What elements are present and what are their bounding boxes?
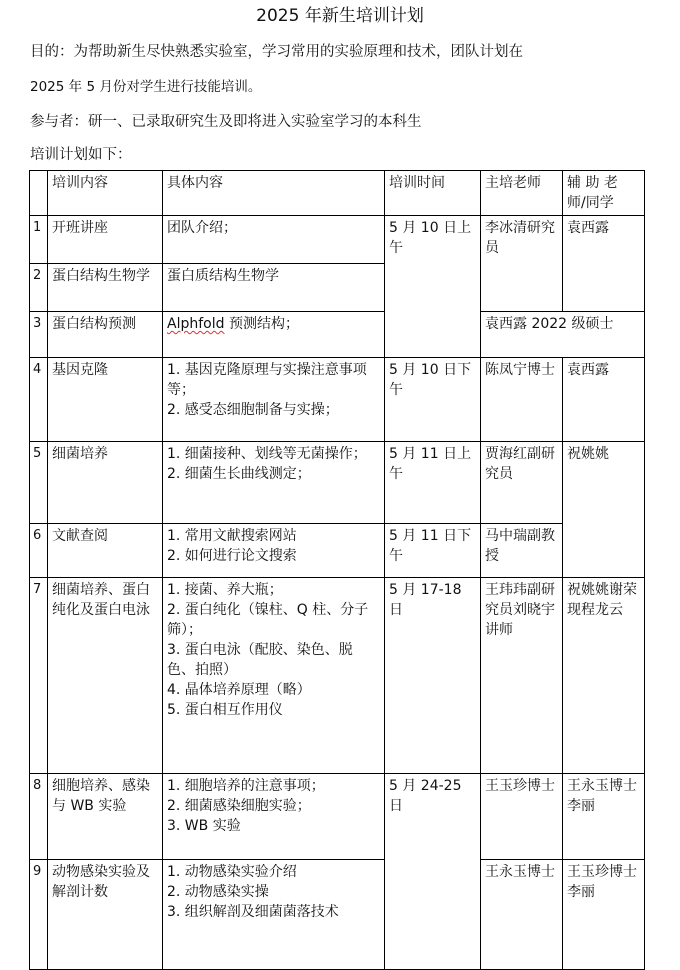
row-topic: 蛋白结构预测	[48, 312, 163, 358]
table-row	[30, 358, 645, 442]
row-assistant: 祝姚姚	[563, 442, 645, 578]
row-assistant: 袁西露	[563, 358, 645, 442]
header-assistant: 辅 助 老 师/同学	[563, 171, 645, 216]
row-time: 5 月 24-25 日	[385, 774, 481, 970]
detail-item: 2. 蛋白纯化（镍柱、Q 柱、分子筛）；	[167, 602, 369, 638]
detail-item: 团队介绍；	[167, 220, 237, 236]
training-plan-table	[29, 170, 645, 970]
detail-item: 2. 细菌生长曲线测定；	[167, 466, 311, 482]
row-topic: 文献查阅	[48, 524, 163, 578]
row-assistant: 祝姚姚谢荣现程龙云	[563, 578, 645, 774]
header-number	[30, 171, 48, 216]
row-details	[163, 860, 385, 970]
row-number: 7	[30, 578, 48, 774]
detail-item: 1. 接菌、养大瓶；	[167, 582, 283, 598]
detail-item: 1. 常用文献搜索网站	[167, 528, 297, 544]
row-details	[163, 442, 385, 524]
row-number: 9	[30, 860, 48, 970]
row-teacher-assistant: 袁西露 2022 级硕士	[481, 312, 645, 358]
row-time: 5 月 11 日上午	[385, 442, 481, 524]
detail-item: 2. 感受态细胞制备与实操；	[167, 402, 339, 418]
row-teacher: 马中瑞副教授	[481, 524, 563, 578]
row-topic: 蛋白结构生物学	[48, 264, 163, 312]
row-number: 1	[30, 216, 48, 264]
purpose-line-1: 目的：为帮助新生尽快熟悉实验室，学习常用的实验原理和技术，团队计划在	[30, 44, 523, 60]
row-time: 5 月 11 日下午	[385, 524, 481, 578]
row-time: 5 月 10 日上午	[385, 216, 481, 358]
detail-text: 预测结构；	[224, 316, 299, 332]
row-details	[163, 578, 385, 774]
detail-item: 3. 组织解剖及细菌菌落技术	[167, 904, 339, 920]
row-details	[163, 312, 385, 358]
row-teacher: 王玮玮副研究员刘晓宇讲师	[481, 578, 563, 774]
detail-item: 1. 基因克隆原理与实操注意事项等；	[167, 362, 367, 398]
detail-item: 2. 如何进行论文搜索	[167, 548, 297, 564]
misspelled-term: Alphfold	[167, 316, 225, 332]
row-topic: 开班讲座	[48, 216, 163, 264]
header-details: 具体内容	[163, 171, 385, 216]
table-row	[30, 860, 645, 970]
row-number: 2	[30, 264, 48, 312]
row-teacher: 王玉珍博士	[481, 774, 563, 860]
table-row	[30, 312, 645, 358]
detail-item: 蛋白质结构生物学	[167, 268, 279, 284]
table-row	[30, 774, 645, 860]
header-time: 培训时间	[385, 171, 481, 216]
row-topic: 动物感染实验及解剖计数	[48, 860, 163, 970]
row-details	[163, 358, 385, 442]
table-row	[30, 524, 645, 578]
detail-item: 2. 细菌感染细胞实验；	[167, 798, 311, 814]
detail-item: 3. WB 实验	[167, 818, 241, 834]
detail-item: 1. 动物感染实验介绍	[167, 864, 297, 880]
row-assistant: 王永玉博士李丽	[563, 774, 645, 860]
row-teacher: 李冰清研究员	[481, 216, 563, 312]
detail-item: 5. 蛋白相互作用仪	[167, 702, 283, 718]
detail-item: 1. 细菌接种、划线等无菌操作；	[167, 446, 367, 462]
row-teacher: 贾海红副研究员	[481, 442, 563, 524]
header-teacher: 主培老师	[481, 171, 563, 216]
purpose-line-2: 2025 年 5 月份对学生进行技能培训。	[30, 79, 262, 95]
row-number: 4	[30, 358, 48, 442]
row-topic: 细胞培养、感染与 WB 实验	[48, 774, 163, 860]
detail-item: 4. 晶体培养原理（略）	[167, 682, 311, 698]
detail-item: 3. 蛋白电泳（配胶、染色、脱色、拍照）	[167, 642, 353, 678]
row-topic: 细菌培养	[48, 442, 163, 524]
row-assistant: 袁西露	[563, 216, 645, 312]
row-details	[163, 774, 385, 860]
row-topic: 基因克隆	[48, 358, 163, 442]
detail-item: 1. 细胞培养的注意事项；	[167, 778, 325, 794]
row-topic: 细菌培养、蛋白纯化及蛋白电泳	[48, 578, 163, 774]
row-teacher: 陈凤宁博士	[481, 358, 563, 442]
row-number: 3	[30, 312, 48, 358]
row-teacher: 王永玉博士	[481, 860, 563, 970]
row-number: 8	[30, 774, 48, 860]
row-time: 5 月 10 日下午	[385, 358, 481, 442]
table-row	[30, 578, 645, 774]
row-details	[163, 216, 385, 264]
row-number: 5	[30, 442, 48, 524]
row-number: 6	[30, 524, 48, 578]
plan-intro: 培训计划如下：	[30, 147, 132, 163]
table-row	[30, 442, 645, 524]
table-header-row	[30, 171, 645, 216]
row-details	[163, 524, 385, 578]
detail-item: 2. 动物感染实操	[167, 884, 269, 900]
row-details	[163, 264, 385, 312]
header-topic: 培训内容	[48, 171, 163, 216]
participants-line: 参与者：研一、已录取研究生及即将进入实验室学习的本科生	[30, 114, 422, 130]
row-assistant: 王玉珍博士李丽	[563, 860, 645, 970]
document-title: 2025 年新生培训计划	[256, 6, 424, 26]
row-time: 5 月 17-18 日	[385, 578, 481, 774]
table-row	[30, 216, 645, 264]
